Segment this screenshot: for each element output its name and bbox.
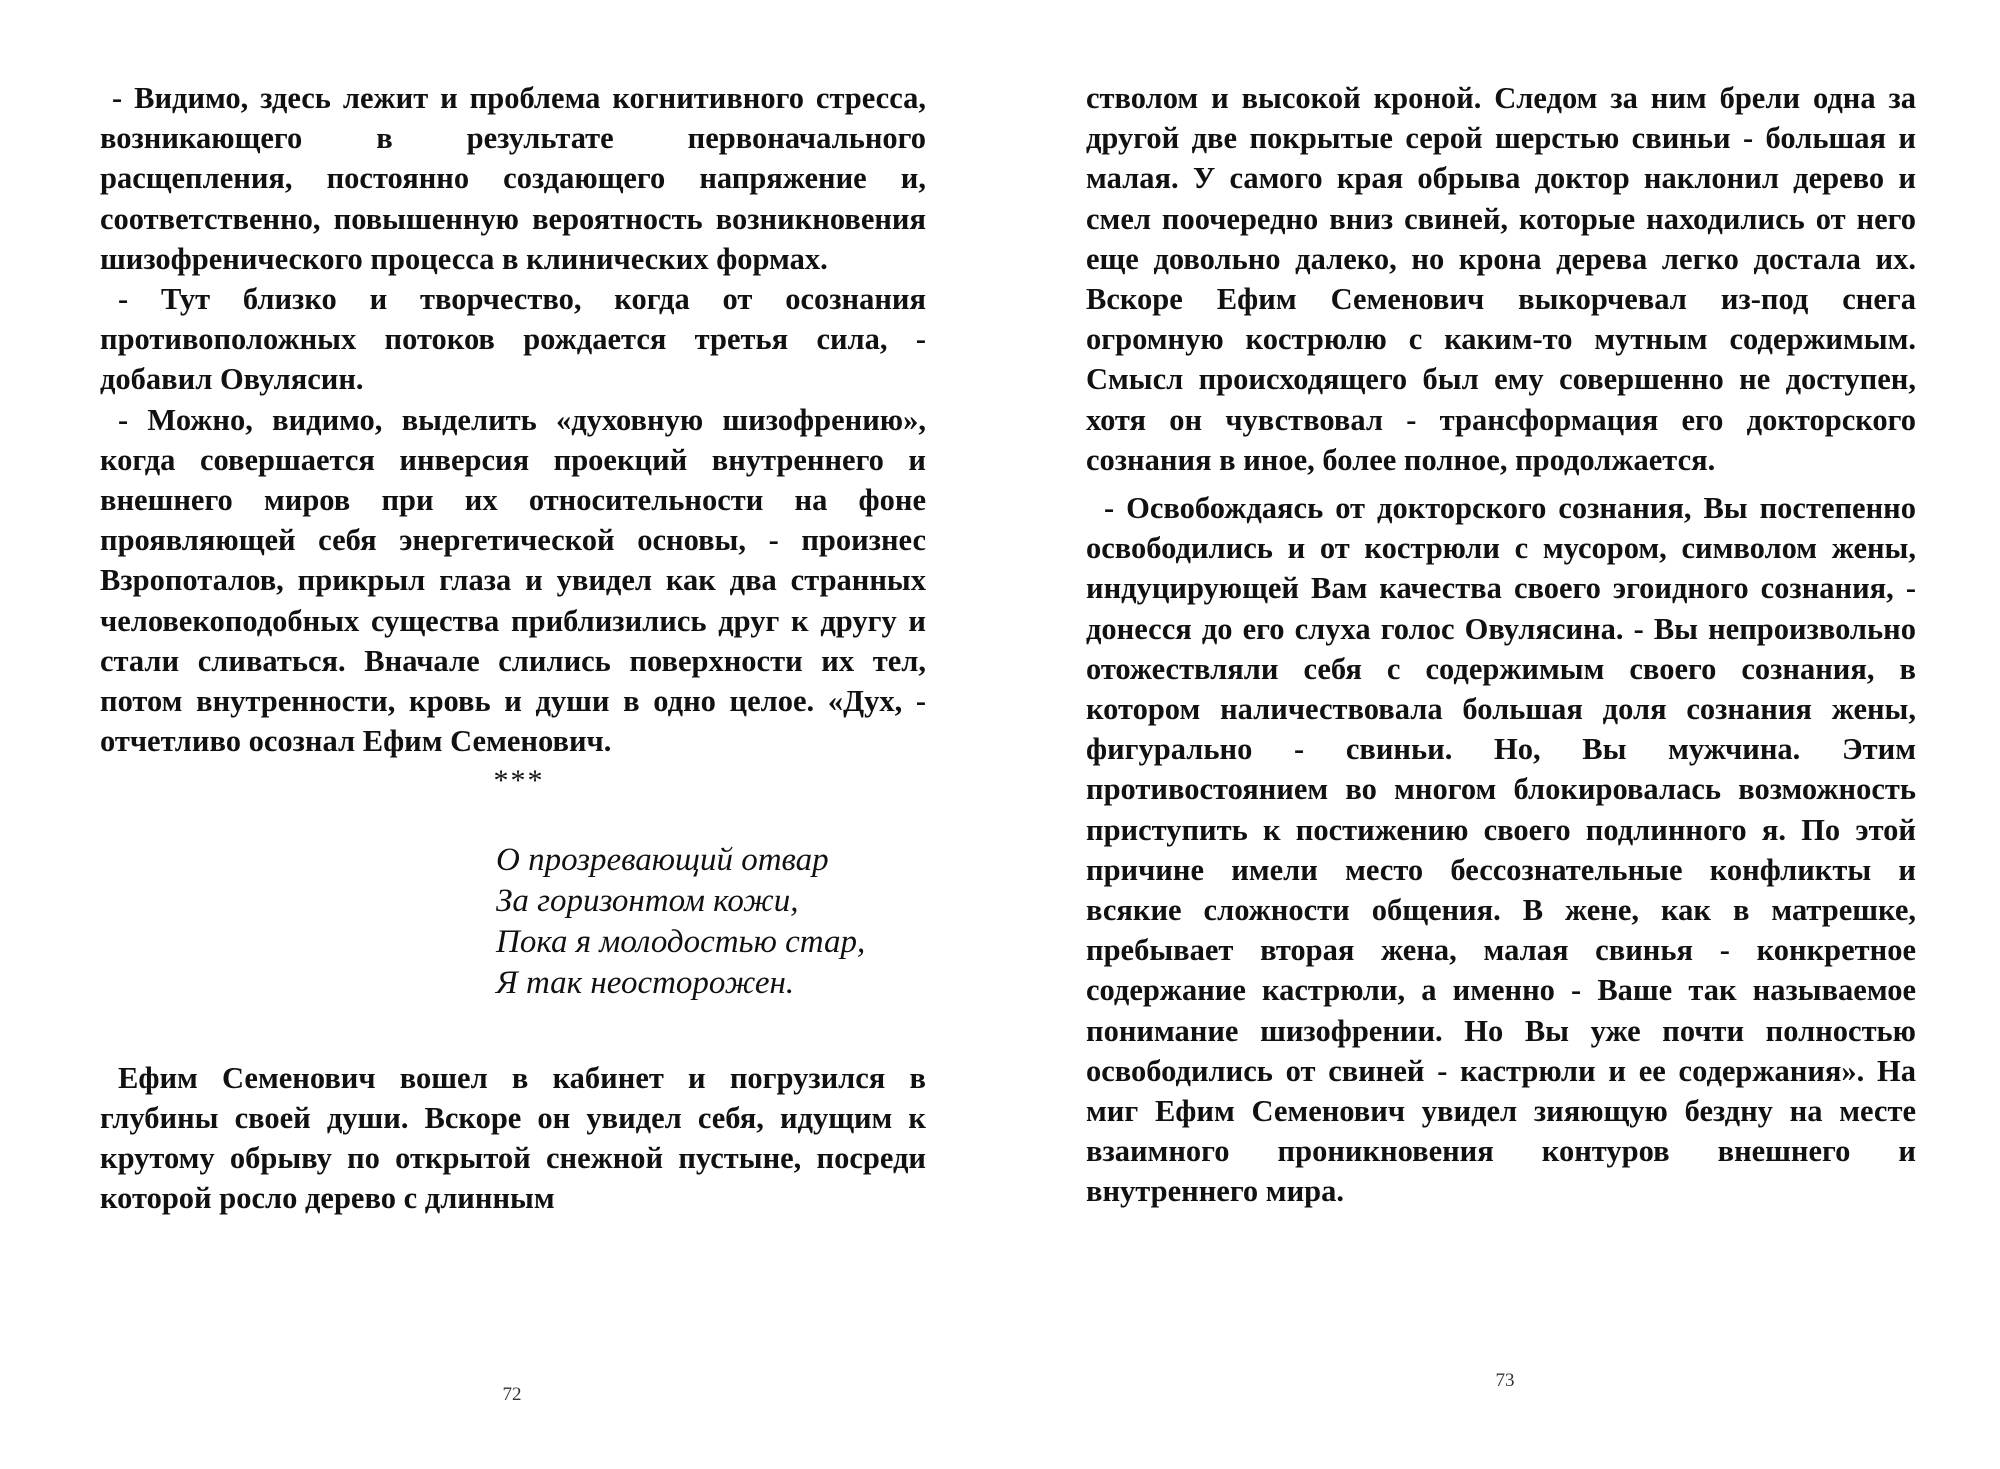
right-page (1000, 0, 2000, 1469)
section-separator: *** (493, 764, 545, 798)
poem (496, 840, 926, 1004)
page-number: 72 (502, 1384, 522, 1405)
right-text-column (1086, 78, 1916, 1212)
paragraph: - Видимо, здесь лежит и проблема когнитивного стресса, возникающего в результате первоначального расщепления, постоянно создающего напряжение и, соответственно, повышенную вероятность возникновения шизофренического процесса в клинических формах. (100, 81, 926, 276)
paragraph: - Тут близко и творчество, когда от осознания противоположных потоков рождается третья сила, - добавил Овулясин. (100, 282, 926, 397)
poem-line: О прозревающий отвар (496, 841, 829, 878)
paragraph: - Можно, видимо, выделить «духовную шизофрению», когда совершается инверсия проекций внутреннего и внешнего миров при их относительности на фоне проявляющей себя энергетической основы, - произнес Взропоталов, прикрыл глаза и увидел как два странных человекоподобных существа приблизились друг к другу и стали сливаться. Вначале слились поверхности их тел, потом внутренности, кровь и души в одно целое. «Дух, - отчетливо осознал Ефим Семенович. (100, 402, 926, 759)
poem-line: Пока я молодостью стар, (496, 923, 866, 960)
paragraph: стволом и высокой кроной. Следом за ним брели одна за другой две покрытые серой шерстью свиньи - большая и малая. У самого края обрыва доктор наклонил дерево и смел поочередно вниз свиней, которые находились от него еще довольно далеко, но крона дерева легко достала их. Вскоре Ефим Семенович выкорчевал из-под снега огромную кострюлю с каким-то мутным содержимым. Смысл происходящего был ему совершенно не доступен, хотя он чувствовал - трансформация его докторского сознания в иное, более полное, продолжается. (1086, 81, 1916, 477)
poem-line: Я так неосторожен. (496, 964, 795, 1001)
paragraph: - Освобождаясь от докторского сознания, Вы постепенно освободились и от кострюли с мусором, символом жены, индуцирующей Вам качества своего эгоидного сознания, - донесся до его слуха голос Овулясина. - Вы непроизвольно отожествляли себя с содержимым своего сознания, в котором наличествовала большая доля сознания жены, фигурально - свиньи. Но, Вы мужчина. Этим противостоянием во многом блокировалась возможность приступить к постижению своего подлинного я. По этой причине имели место бессознательные конфликты и всякие сложности общения. В жене, как в матрешке, пребывает вторая жена, малая свинья - конкретное содержание кастрюли, а именно - Ваше так называемое понимание шизофрении. Но Вы уже почти полностью освободились от свиней - кастрюли и ее содержания». На миг Ефим Семенович увидел зияющую бездну на месте взаимного проникновения контуров внешнего и внутреннего мира. (1086, 491, 1916, 1209)
poem-line: За горизонтом кожи, (496, 882, 799, 919)
paragraph: Ефим Семенович вошел в кабинет и погрузился в глубины своей души. Вскоре он увидел себя, идущим к крутому обрыву по открытой снежной пустыне, посреди которой росло дерево с длинным (100, 1060, 926, 1216)
page-number: 73 (1495, 1370, 1515, 1391)
left-text-column (100, 78, 926, 1218)
